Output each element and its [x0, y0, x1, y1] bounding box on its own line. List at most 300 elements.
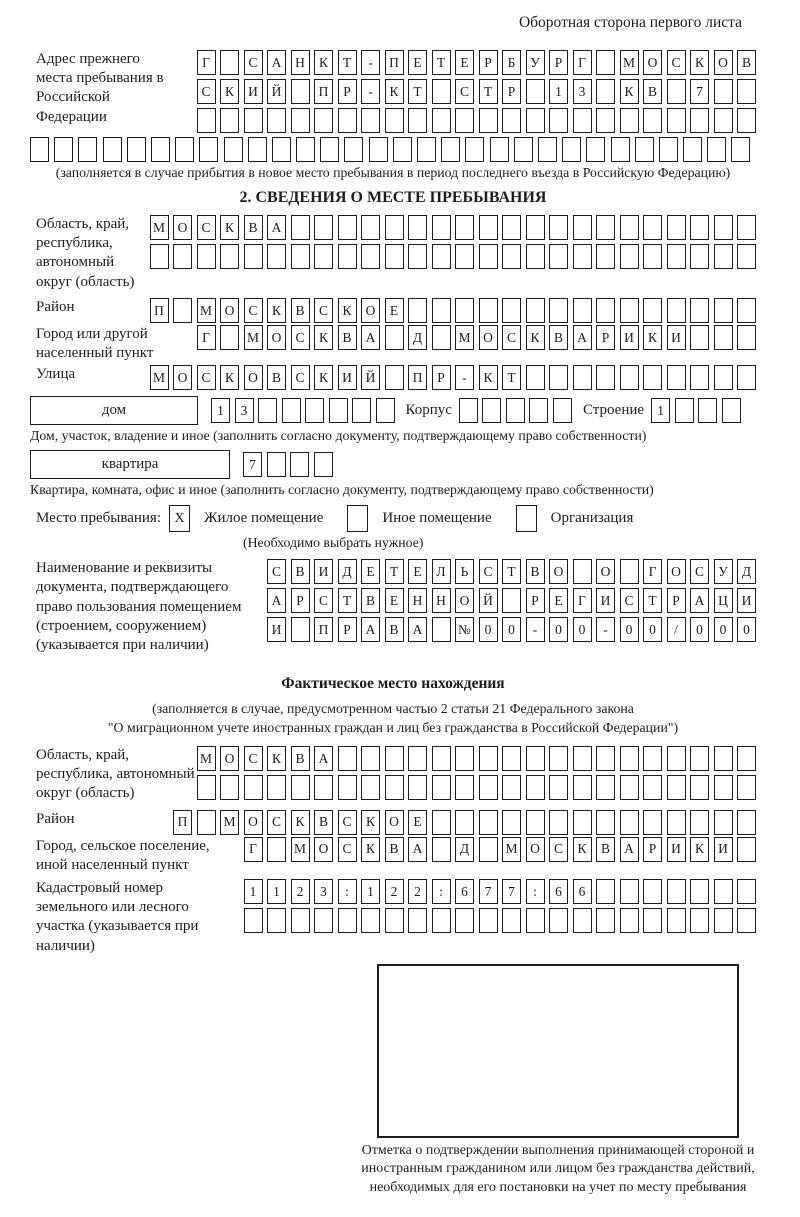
char-cell[interactable]	[490, 137, 509, 162]
char-cell[interactable]: М	[620, 50, 639, 75]
char-cell[interactable]: 2	[385, 879, 404, 904]
stay-type-checkbox[interactable]	[347, 505, 368, 532]
char-cell[interactable]	[737, 775, 756, 800]
char-cell[interactable]	[573, 244, 592, 269]
char-cell[interactable]: 0	[620, 617, 639, 642]
char-cell[interactable]: С	[267, 559, 286, 584]
char-cell[interactable]	[291, 215, 310, 240]
char-cell[interactable]: :	[338, 879, 357, 904]
char-cell[interactable]: В	[385, 837, 404, 862]
char-cell[interactable]: А	[361, 325, 380, 350]
char-cell[interactable]	[526, 365, 545, 390]
char-cell[interactable]	[432, 810, 451, 835]
char-cell[interactable]	[150, 244, 169, 269]
char-cell[interactable]: В	[526, 559, 545, 584]
char-cell[interactable]: Е	[455, 50, 474, 75]
char-cell[interactable]: И	[667, 837, 686, 862]
char-cell[interactable]	[352, 398, 371, 423]
char-cell[interactable]	[553, 398, 572, 423]
char-cell[interactable]: /	[667, 617, 686, 642]
char-cell[interactable]	[667, 879, 686, 904]
char-cell[interactable]: А	[361, 617, 380, 642]
char-cell[interactable]: С	[197, 215, 216, 240]
char-cell[interactable]: 3	[573, 79, 592, 104]
char-cell[interactable]: М	[291, 837, 310, 862]
char-cell[interactable]: Е	[549, 588, 568, 613]
char-cell[interactable]: М	[150, 215, 169, 240]
char-cell[interactable]	[526, 746, 545, 771]
char-cell[interactable]	[538, 137, 557, 162]
char-cell[interactable]	[408, 775, 427, 800]
char-cell[interactable]: К	[620, 79, 639, 104]
char-cell[interactable]: М	[244, 325, 263, 350]
char-cell[interactable]: Й	[479, 588, 498, 613]
char-cell[interactable]	[714, 79, 733, 104]
char-cell[interactable]: И	[667, 325, 686, 350]
char-cell[interactable]: С	[549, 837, 568, 862]
char-cell[interactable]	[361, 215, 380, 240]
char-cell[interactable]	[338, 244, 357, 269]
char-cell[interactable]	[502, 746, 521, 771]
char-cell[interactable]	[369, 137, 388, 162]
char-cell[interactable]: Е	[408, 50, 427, 75]
char-cell[interactable]	[502, 244, 521, 269]
char-cell[interactable]	[643, 108, 662, 133]
char-cell[interactable]	[291, 244, 310, 269]
char-cell[interactable]	[244, 775, 263, 800]
char-cell[interactable]	[620, 810, 639, 835]
char-cell[interactable]	[643, 365, 662, 390]
char-cell[interactable]: О	[220, 298, 239, 323]
char-cell[interactable]: 7	[243, 452, 262, 477]
char-cell[interactable]	[549, 244, 568, 269]
char-cell[interactable]	[479, 810, 498, 835]
char-cell[interactable]: И	[620, 325, 639, 350]
char-cell[interactable]: 1	[244, 879, 263, 904]
char-cell[interactable]	[127, 137, 146, 162]
char-cell[interactable]	[526, 775, 545, 800]
char-cell[interactable]: С	[291, 325, 310, 350]
char-cell[interactable]	[385, 775, 404, 800]
char-cell[interactable]	[290, 452, 309, 477]
char-cell[interactable]	[30, 137, 49, 162]
char-cell[interactable]	[244, 244, 263, 269]
char-cell[interactable]: К	[267, 746, 286, 771]
char-cell[interactable]	[667, 365, 686, 390]
char-cell[interactable]: С	[667, 50, 686, 75]
char-cell[interactable]: -	[596, 617, 615, 642]
char-cell[interactable]: :	[526, 879, 545, 904]
char-cell[interactable]	[620, 244, 639, 269]
char-cell[interactable]	[220, 108, 239, 133]
char-cell[interactable]: С	[197, 365, 216, 390]
char-cell[interactable]	[722, 398, 741, 423]
char-cell[interactable]: С	[338, 837, 357, 862]
char-cell[interactable]: Р	[432, 365, 451, 390]
char-cell[interactable]	[258, 398, 277, 423]
char-cell[interactable]: Р	[291, 588, 310, 613]
char-cell[interactable]	[282, 398, 301, 423]
char-cell[interactable]: 1	[549, 79, 568, 104]
char-cell[interactable]	[432, 908, 451, 933]
char-cell[interactable]	[596, 775, 615, 800]
char-cell[interactable]	[220, 50, 239, 75]
char-cell[interactable]	[596, 879, 615, 904]
char-cell[interactable]: А	[620, 837, 639, 862]
char-cell[interactable]: М	[197, 298, 216, 323]
char-cell[interactable]: К	[385, 79, 404, 104]
char-cell[interactable]: К	[314, 325, 333, 350]
char-cell[interactable]	[714, 365, 733, 390]
char-cell[interactable]	[502, 108, 521, 133]
char-cell[interactable]	[690, 298, 709, 323]
char-cell[interactable]	[690, 908, 709, 933]
char-cell[interactable]	[432, 244, 451, 269]
char-cell[interactable]: 1	[651, 398, 670, 423]
char-cell[interactable]: К	[338, 298, 357, 323]
char-cell[interactable]	[506, 398, 525, 423]
char-cell[interactable]	[714, 775, 733, 800]
char-cell[interactable]: №	[455, 617, 474, 642]
char-cell[interactable]: О	[549, 559, 568, 584]
char-cell[interactable]	[529, 398, 548, 423]
char-cell[interactable]	[549, 775, 568, 800]
char-cell[interactable]	[549, 746, 568, 771]
char-cell[interactable]	[620, 746, 639, 771]
char-cell[interactable]	[385, 365, 404, 390]
char-cell[interactable]: К	[220, 215, 239, 240]
char-cell[interactable]: О	[173, 215, 192, 240]
char-cell[interactable]	[479, 108, 498, 133]
char-cell[interactable]: В	[314, 810, 333, 835]
char-cell[interactable]	[455, 215, 474, 240]
char-cell[interactable]: -	[361, 50, 380, 75]
char-cell[interactable]	[361, 908, 380, 933]
char-cell[interactable]	[620, 298, 639, 323]
char-cell[interactable]	[573, 746, 592, 771]
char-cell[interactable]: К	[479, 365, 498, 390]
char-cell[interactable]	[737, 365, 756, 390]
stay-type-checkbox[interactable]	[516, 505, 537, 532]
char-cell[interactable]	[690, 108, 709, 133]
char-cell[interactable]	[220, 775, 239, 800]
char-cell[interactable]	[690, 879, 709, 904]
char-cell[interactable]: И	[596, 588, 615, 613]
char-cell[interactable]	[175, 137, 194, 162]
char-cell[interactable]: О	[244, 365, 263, 390]
char-cell[interactable]	[737, 908, 756, 933]
char-cell[interactable]: 6	[455, 879, 474, 904]
char-cell[interactable]: В	[643, 79, 662, 104]
char-cell[interactable]	[683, 137, 702, 162]
char-cell[interactable]: Р	[502, 79, 521, 104]
char-cell[interactable]	[596, 298, 615, 323]
char-cell[interactable]	[338, 746, 357, 771]
char-cell[interactable]: Е	[408, 810, 427, 835]
char-cell[interactable]: С	[314, 298, 333, 323]
char-cell[interactable]	[643, 298, 662, 323]
char-cell[interactable]	[338, 108, 357, 133]
char-cell[interactable]	[393, 137, 412, 162]
char-cell[interactable]	[502, 810, 521, 835]
char-cell[interactable]	[267, 244, 286, 269]
char-cell[interactable]	[305, 398, 324, 423]
char-cell[interactable]	[432, 837, 451, 862]
char-cell[interactable]	[482, 398, 501, 423]
char-cell[interactable]	[620, 559, 639, 584]
char-cell[interactable]	[329, 398, 348, 423]
char-cell[interactable]	[465, 137, 484, 162]
char-cell[interactable]: Т	[408, 79, 427, 104]
char-cell[interactable]: 0	[643, 617, 662, 642]
char-cell[interactable]	[455, 746, 474, 771]
char-cell[interactable]	[103, 137, 122, 162]
char-cell[interactable]: М	[220, 810, 239, 835]
char-cell[interactable]	[714, 879, 733, 904]
char-cell[interactable]: Р	[338, 617, 357, 642]
char-cell[interactable]	[376, 398, 395, 423]
char-cell[interactable]: К	[314, 50, 333, 75]
char-cell[interactable]: О	[173, 365, 192, 390]
char-cell[interactable]: М	[150, 365, 169, 390]
char-cell[interactable]: 1	[267, 879, 286, 904]
char-cell[interactable]	[220, 244, 239, 269]
char-cell[interactable]: А	[267, 50, 286, 75]
char-cell[interactable]: К	[267, 298, 286, 323]
char-cell[interactable]	[596, 908, 615, 933]
char-cell[interactable]	[408, 108, 427, 133]
char-cell[interactable]	[549, 365, 568, 390]
char-cell[interactable]: Г	[244, 837, 263, 862]
char-cell[interactable]: Д	[455, 837, 474, 862]
char-cell[interactable]	[385, 215, 404, 240]
char-cell[interactable]	[455, 775, 474, 800]
char-cell[interactable]	[385, 108, 404, 133]
char-cell[interactable]	[667, 908, 686, 933]
char-cell[interactable]	[620, 879, 639, 904]
char-cell[interactable]: В	[737, 50, 756, 75]
char-cell[interactable]: Р	[596, 325, 615, 350]
char-cell[interactable]: В	[244, 215, 263, 240]
char-cell[interactable]: 6	[549, 879, 568, 904]
char-cell[interactable]	[385, 908, 404, 933]
char-cell[interactable]: М	[197, 746, 216, 771]
char-cell[interactable]	[459, 398, 478, 423]
char-cell[interactable]: Т	[479, 79, 498, 104]
char-cell[interactable]: О	[244, 810, 263, 835]
char-cell[interactable]	[526, 215, 545, 240]
char-cell[interactable]	[620, 365, 639, 390]
char-cell[interactable]	[432, 617, 451, 642]
char-cell[interactable]: Г	[643, 559, 662, 584]
char-cell[interactable]	[714, 298, 733, 323]
char-cell[interactable]	[267, 108, 286, 133]
char-cell[interactable]	[432, 325, 451, 350]
char-cell[interactable]: В	[338, 325, 357, 350]
char-cell[interactable]	[479, 746, 498, 771]
char-cell[interactable]	[479, 244, 498, 269]
char-cell[interactable]	[267, 775, 286, 800]
char-cell[interactable]	[690, 244, 709, 269]
char-cell[interactable]	[667, 746, 686, 771]
char-cell[interactable]	[526, 908, 545, 933]
char-cell[interactable]: В	[291, 746, 310, 771]
char-cell[interactable]: С	[479, 559, 498, 584]
char-cell[interactable]: Л	[432, 559, 451, 584]
char-cell[interactable]	[344, 137, 363, 162]
char-cell[interactable]: К	[526, 325, 545, 350]
char-cell[interactable]	[714, 810, 733, 835]
char-cell[interactable]: И	[314, 559, 333, 584]
char-cell[interactable]: О	[455, 588, 474, 613]
char-cell[interactable]: Г	[573, 50, 592, 75]
char-cell[interactable]: В	[385, 617, 404, 642]
char-cell[interactable]	[573, 775, 592, 800]
char-cell[interactable]: 7	[479, 879, 498, 904]
char-cell[interactable]	[314, 244, 333, 269]
char-cell[interactable]: Т	[502, 365, 521, 390]
char-cell[interactable]: С	[197, 79, 216, 104]
char-cell[interactable]	[620, 215, 639, 240]
char-cell[interactable]	[526, 244, 545, 269]
char-cell[interactable]: О	[479, 325, 498, 350]
char-cell[interactable]: Т	[338, 588, 357, 613]
char-cell[interactable]: Р	[526, 588, 545, 613]
char-cell[interactable]: М	[455, 325, 474, 350]
char-cell[interactable]: Р	[643, 837, 662, 862]
char-cell[interactable]: 0	[737, 617, 756, 642]
char-cell[interactable]	[291, 79, 310, 104]
char-cell[interactable]	[596, 244, 615, 269]
char-cell[interactable]: К	[220, 365, 239, 390]
char-cell[interactable]: С	[267, 810, 286, 835]
char-cell[interactable]	[441, 137, 460, 162]
char-cell[interactable]: Н	[291, 50, 310, 75]
char-cell[interactable]: О	[714, 50, 733, 75]
char-cell[interactable]: Д	[408, 325, 427, 350]
char-cell[interactable]: П	[173, 810, 192, 835]
char-cell[interactable]	[643, 879, 662, 904]
stay-type-checkbox[interactable]: X	[169, 505, 190, 532]
char-cell[interactable]	[314, 215, 333, 240]
char-cell[interactable]	[385, 325, 404, 350]
char-cell[interactable]	[455, 108, 474, 133]
char-cell[interactable]	[573, 215, 592, 240]
char-cell[interactable]: Г	[197, 325, 216, 350]
char-cell[interactable]: В	[291, 298, 310, 323]
char-cell[interactable]: К	[690, 837, 709, 862]
char-cell[interactable]: П	[150, 298, 169, 323]
char-cell[interactable]	[502, 298, 521, 323]
char-cell[interactable]: К	[361, 810, 380, 835]
char-cell[interactable]	[432, 746, 451, 771]
char-cell[interactable]: К	[220, 79, 239, 104]
char-cell[interactable]	[714, 746, 733, 771]
char-cell[interactable]	[596, 108, 615, 133]
char-cell[interactable]: К	[573, 837, 592, 862]
char-cell[interactable]	[408, 298, 427, 323]
char-cell[interactable]	[432, 298, 451, 323]
char-cell[interactable]	[291, 775, 310, 800]
char-cell[interactable]	[361, 746, 380, 771]
char-cell[interactable]	[573, 365, 592, 390]
char-cell[interactable]: А	[408, 837, 427, 862]
char-cell[interactable]	[690, 810, 709, 835]
char-cell[interactable]	[549, 215, 568, 240]
char-cell[interactable]	[432, 108, 451, 133]
char-cell[interactable]	[151, 137, 170, 162]
char-cell[interactable]: Й	[361, 365, 380, 390]
char-cell[interactable]	[667, 215, 686, 240]
char-cell[interactable]	[244, 908, 263, 933]
char-cell[interactable]	[707, 137, 726, 162]
char-cell[interactable]	[667, 298, 686, 323]
char-cell[interactable]: А	[314, 746, 333, 771]
char-cell[interactable]: Т	[385, 559, 404, 584]
char-cell[interactable]	[596, 810, 615, 835]
char-cell[interactable]: К	[314, 365, 333, 390]
char-cell[interactable]	[549, 108, 568, 133]
char-cell[interactable]	[338, 908, 357, 933]
char-cell[interactable]: О	[267, 325, 286, 350]
char-cell[interactable]	[361, 775, 380, 800]
char-cell[interactable]	[320, 137, 339, 162]
char-cell[interactable]: С	[244, 50, 263, 75]
char-cell[interactable]: П	[314, 79, 333, 104]
char-cell[interactable]	[361, 244, 380, 269]
char-cell[interactable]	[737, 810, 756, 835]
char-cell[interactable]: Е	[385, 298, 404, 323]
char-cell[interactable]	[549, 298, 568, 323]
char-cell[interactable]	[514, 137, 533, 162]
char-cell[interactable]: Т	[338, 50, 357, 75]
char-cell[interactable]	[667, 810, 686, 835]
char-cell[interactable]: В	[291, 559, 310, 584]
char-cell[interactable]: А	[690, 588, 709, 613]
char-cell[interactable]: А	[267, 588, 286, 613]
char-cell[interactable]	[78, 137, 97, 162]
char-cell[interactable]: Г	[573, 588, 592, 613]
char-cell[interactable]	[455, 244, 474, 269]
char-cell[interactable]	[737, 837, 756, 862]
char-cell[interactable]	[224, 137, 243, 162]
char-cell[interactable]: Р	[338, 79, 357, 104]
char-cell[interactable]: -	[455, 365, 474, 390]
char-cell[interactable]: 2	[408, 879, 427, 904]
char-cell[interactable]	[659, 137, 678, 162]
char-cell[interactable]: А	[408, 617, 427, 642]
char-cell[interactable]: О	[220, 746, 239, 771]
char-cell[interactable]	[643, 215, 662, 240]
char-cell[interactable]: С	[620, 588, 639, 613]
char-cell[interactable]: 7	[502, 879, 521, 904]
char-cell[interactable]: Д	[737, 559, 756, 584]
char-cell[interactable]	[432, 775, 451, 800]
char-cell[interactable]: О	[361, 298, 380, 323]
char-cell[interactable]: И	[737, 588, 756, 613]
char-cell[interactable]	[385, 746, 404, 771]
char-cell[interactable]: И	[267, 617, 286, 642]
char-cell[interactable]	[526, 79, 545, 104]
char-cell[interactable]: 0	[549, 617, 568, 642]
char-cell[interactable]	[502, 775, 521, 800]
char-cell[interactable]	[455, 908, 474, 933]
char-cell[interactable]: Е	[385, 588, 404, 613]
char-cell[interactable]	[197, 108, 216, 133]
char-cell[interactable]	[737, 108, 756, 133]
char-cell[interactable]	[479, 908, 498, 933]
char-cell[interactable]: П	[408, 365, 427, 390]
